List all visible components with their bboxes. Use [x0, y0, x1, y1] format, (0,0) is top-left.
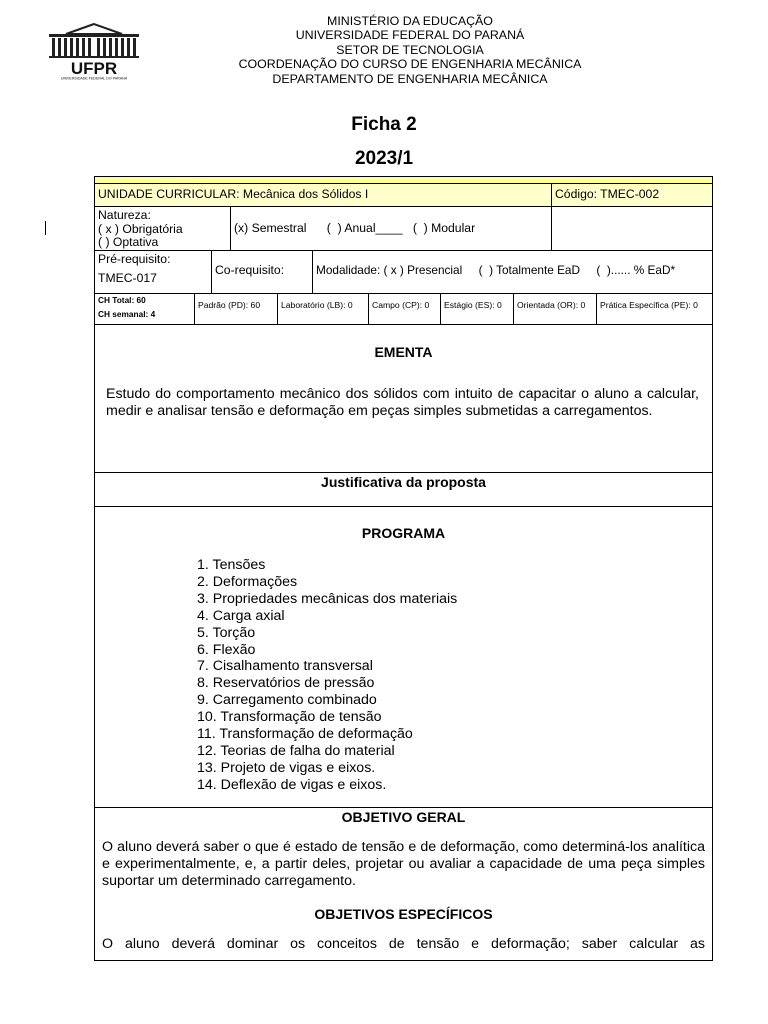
justificativa-section: [95, 473, 712, 507]
codigo: Código: TMEC-002: [555, 187, 660, 201]
ch-estagio: Estágio (ES): 0: [441, 294, 514, 324]
list-item: 13. Projeto de vigas e eixos.: [197, 759, 376, 776]
ch-laboratorio: Laboratório (LB): 0: [278, 294, 369, 324]
empty-cell: [552, 207, 712, 250]
ch-orientada: Orientada (OR): 0: [514, 294, 597, 324]
optativa-option: ( ) Optativa: [98, 235, 159, 249]
course-form: [94, 176, 713, 961]
objetivo-geral-title: OBJETIVO GERAL: [341, 809, 466, 825]
row-unidade: [95, 184, 712, 207]
objetivos-especificos-text: O aluno deverá dominar os conceitos de tensão e deformação; saber calcular as: [102, 936, 705, 952]
objetivos-section: [95, 808, 712, 960]
ch-padrao: Padrão (PD): 60: [195, 294, 278, 324]
unidade-curricular: UNIDADE CURRICULAR: Mecânica dos Sólidos I: [95, 184, 552, 206]
list-item: 10. Transformação de tensão: [197, 709, 382, 726]
list-item: 3. Propriedades mecânicas dos materiais: [197, 590, 458, 607]
row-carga-horaria: [95, 294, 712, 325]
prereq-value: TMEC-017: [98, 270, 157, 285]
list-item: 14. Deflexão de vigas e eixos.: [197, 776, 387, 793]
institution-header: [150, 14, 670, 86]
document-year: 2023/1: [354, 148, 414, 169]
justificativa-title: Justificativa da proposta: [321, 474, 486, 490]
ch-semanal: CH semanal: 4: [98, 309, 156, 319]
svg-text:UNIVERSIDADE FEDERAL DO PARANÁ: UNIVERSIDADE FEDERAL DO PARANÁ: [60, 76, 128, 80]
obrigatoria-option: ( x ) Obrigatória: [98, 221, 183, 236]
prereq-cell: [95, 251, 212, 293]
prereq-label: Pré-requisito:: [98, 252, 171, 266]
objetivos-especificos-title: OBJETIVOS ESPECÍFICOS: [314, 906, 493, 922]
natureza-label: Natureza:: [98, 208, 151, 222]
list-item: 1. Tensões: [197, 557, 266, 573]
list-item: 11. Transformação de deformação: [197, 726, 413, 743]
natureza-cell: [95, 207, 231, 250]
header-line: COORDENAÇÃO DO CURSO DE ENGENHARIA MECÂNICA: [238, 57, 582, 72]
ch-total: CH Total: 60: [98, 295, 146, 305]
ch-cell: [95, 294, 195, 324]
svg-text:UFPR: UFPR: [70, 59, 118, 78]
header-line: UNIVERSIDADE FEDERAL DO PARANÁ: [295, 28, 525, 43]
programa-section: [95, 507, 712, 808]
form-top-strip: [95, 177, 712, 184]
list-item: 2. Deformações: [197, 573, 298, 590]
ch-campo: Campo (CP): 0: [369, 294, 441, 324]
row-natureza: [95, 207, 712, 251]
list-item: 5. Torção: [197, 624, 256, 641]
list-item: 9. Carregamento combinado: [197, 692, 377, 709]
margin-mark: [45, 221, 46, 235]
list-item: 6. Flexão: [197, 641, 256, 658]
header-line: MINISTÉRIO DA EDUCAÇÃO: [327, 14, 493, 28]
periodicidade: (x) Semestral ( ) Anual____ ( ) Modular: [231, 207, 552, 250]
modalidade: Modalidade: ( x ) Presencial ( ) Totalmente EaD ( )...... % EaD*: [316, 263, 676, 277]
coreq-label: Co-requisito:: [212, 251, 313, 293]
document-title: Ficha 2: [351, 114, 417, 135]
header-line: DEPARTAMENTO DE ENGENHARIA MECÂNICA: [272, 71, 548, 86]
list-item: 8. Reservatórios de pressão: [197, 675, 375, 692]
programa-title: PROGRAMA: [361, 525, 446, 541]
header-line: SETOR DE TECNOLOGIA: [336, 42, 484, 57]
list-item: 7. Cisalhamento transversal: [197, 658, 373, 675]
ch-pratica: Prática Específica (PE): 0: [600, 300, 698, 310]
row-requisitos: [95, 251, 712, 294]
ementa-title: EMENTA: [374, 344, 433, 360]
ementa-section: [95, 325, 712, 473]
list-item: 4. Carga axial: [197, 607, 285, 624]
objetivo-geral-text: O aluno deverá saber o que é estado de tensão e de deformação, como determiná-los analítica e experimentalmente, e, a partir deles, projetar ou avaliar a capacidade de uma peça simples suportar um determinado carregamento.: [102, 839, 705, 889]
ufpr-logo: [46, 22, 142, 80]
ementa-text: Estudo do comportamento mecânico dos sólidos com intuito de capacitar o aluno a calcular, medir e analisar tensão e deformação em peças simples submetidas a carregamentos.: [106, 386, 699, 419]
list-item: 12. Teorias de falha do material: [197, 742, 395, 759]
programa-list: [197, 557, 457, 794]
